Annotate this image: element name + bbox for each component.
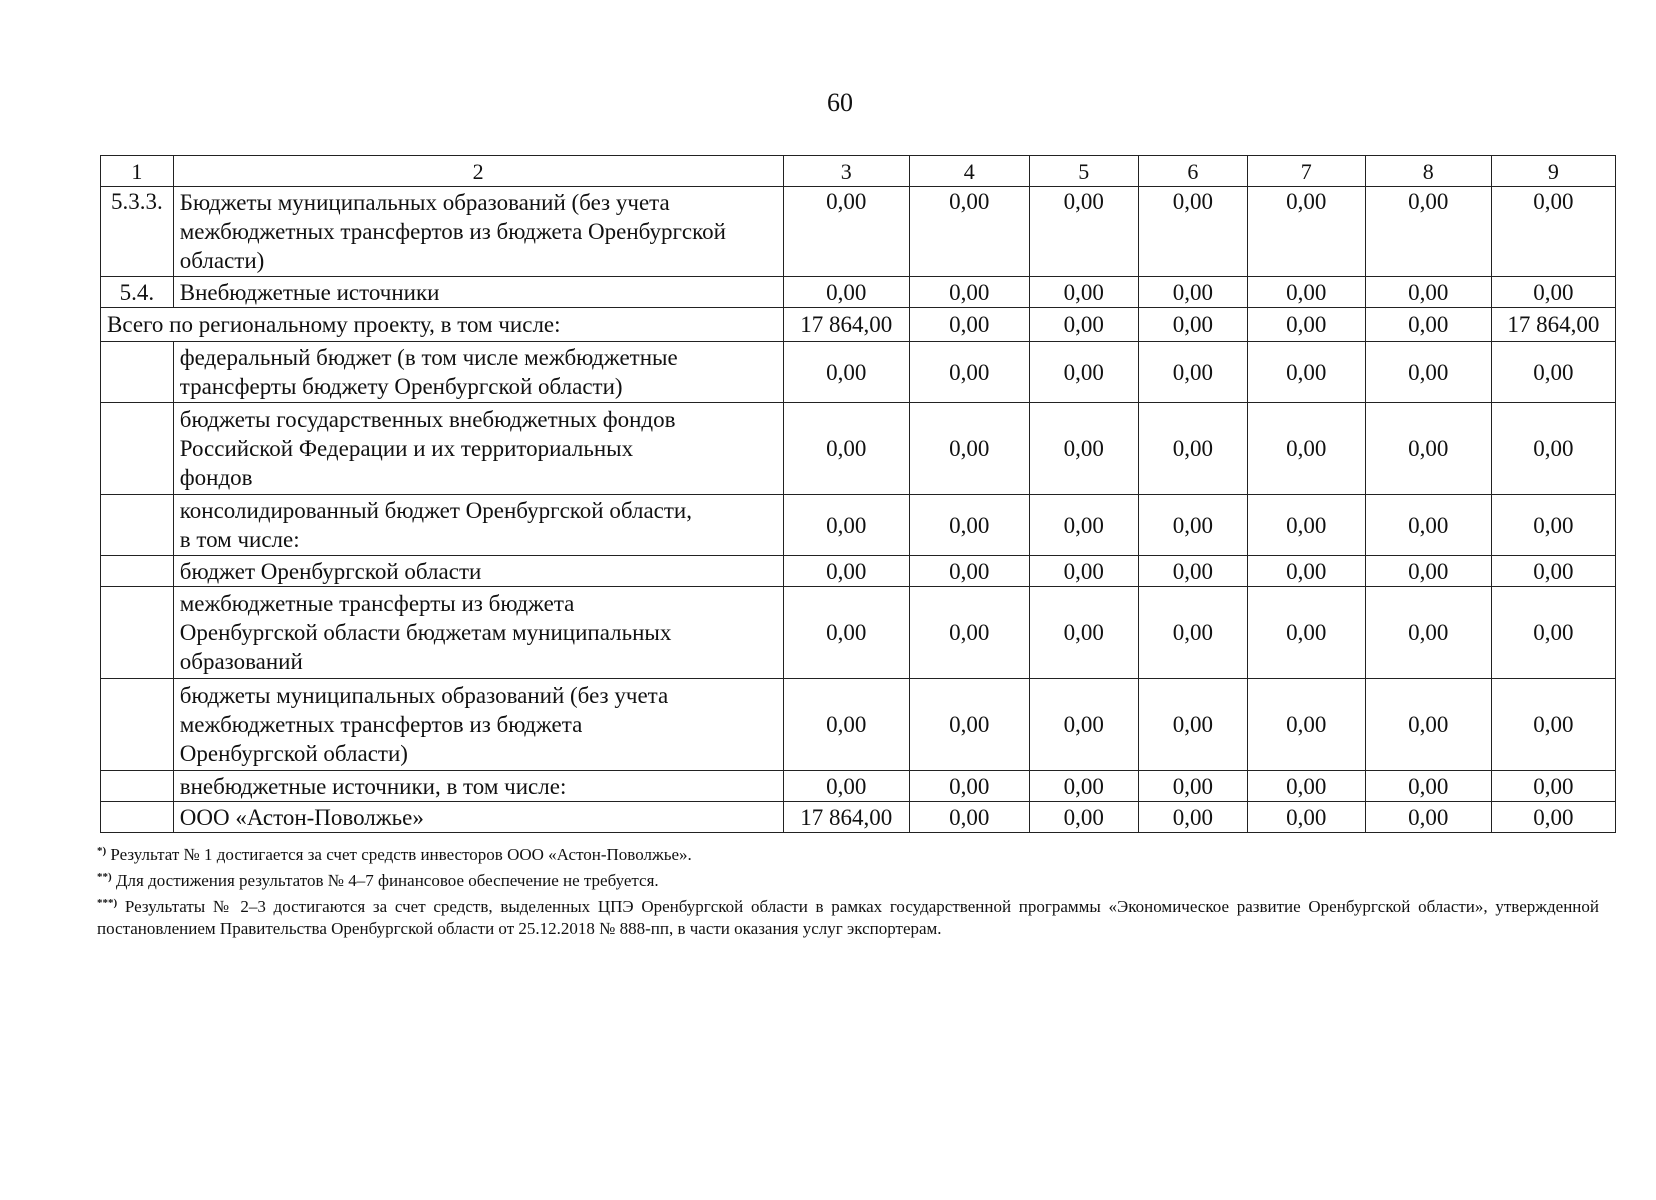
value-cell: 0,00 [1491,587,1615,679]
header-cell: 6 [1138,156,1247,187]
row-name-line: внебюджетные источники, в том числе: [179,773,567,799]
row-name-cell [173,342,783,403]
row-name-cell [173,556,783,587]
table-header-row [101,156,1616,187]
table-body [101,156,1616,833]
value-cell: 0,00 [1138,187,1247,277]
row-number-cell [101,771,174,802]
value-cell: 0,00 [1247,308,1365,342]
row-name-cell [173,771,783,802]
header-cell: 7 [1247,156,1365,187]
table-row [101,403,1616,495]
row-name-line: федеральный бюджет (в том числе межбюджетные [179,345,678,370]
value-cell: 0,00 [1365,679,1491,771]
value-cell: 0,00 [909,277,1029,308]
row-name-line: бюджет Оренбургской области [179,558,482,584]
row-name-cell [173,277,783,308]
row-name-line: межбюджетные трансферты из бюджета [179,591,575,616]
value-cell: 0,00 [1029,308,1138,342]
value-cell: 0,00 [783,771,909,802]
value-cell: 0,00 [783,277,909,308]
value-cell: 0,00 [1491,556,1615,587]
value-cell: 0,00 [1029,187,1138,277]
value-cell: 0,00 [1138,342,1247,403]
row-name-line: в том числе: [179,527,300,552]
row-name-line: бюджеты муниципальных образований (без учета [179,683,669,708]
value-cell: 0,00 [1491,187,1615,277]
value-cell: 0,00 [1138,679,1247,771]
value-cell: 0,00 [1029,342,1138,403]
value-cell: 0,00 [1491,342,1615,403]
value-cell: 0,00 [783,495,909,556]
row-name-line: Бюджеты муниципальных образований (без учета [179,190,670,215]
value-cell: 0,00 [783,187,909,277]
value-cell: 0,00 [1138,587,1247,679]
value-cell: 0,00 [1138,802,1247,833]
value-cell: 0,00 [1247,403,1365,495]
row-name-cell [173,403,783,495]
footnote-mark: ***) [97,897,118,909]
value-cell: 0,00 [909,342,1029,403]
header-cell: 8 [1365,156,1491,187]
value-cell: 0,00 [1029,587,1138,679]
value-cell: 0,00 [1247,495,1365,556]
value-cell: 0,00 [1365,342,1491,403]
value-cell: 0,00 [1247,342,1365,403]
table-row [101,277,1616,308]
row-name-cell [173,802,783,833]
value-cell: 0,00 [1247,187,1365,277]
row-number-cell [101,556,174,587]
value-cell: 0,00 [909,308,1029,342]
header-cell: 1 [101,156,174,187]
row-name-line: бюджеты государственных внебюджетных фондов [179,407,676,432]
value-cell: 17 864,00 [783,308,909,342]
value-cell: 0,00 [1247,802,1365,833]
row-name-line: межбюджетных трансфертов из бюджета [179,712,583,737]
value-cell: 0,00 [1491,277,1615,308]
table-row [101,587,1616,679]
total-row [101,308,1616,342]
footnote-text: Результаты № 2–3 достигаются за счет средств, выделенных ЦПЭ Оренбургской области в рамках государственной программы «Экономическое развитие Оренбургской области», утвержденной постановлением Правительства Оренбургской области от 25.12.2018 № 888-пп, в части оказания услуг экспортерам. [97,897,1599,938]
value-cell: 0,00 [1138,556,1247,587]
row-number-cell: 5.4. [101,277,174,308]
value-cell: 17 864,00 [1491,308,1615,342]
header-cell: 5 [1029,156,1138,187]
row-number-cell [101,342,174,403]
row-name-line: ООО «Астон-Поволжье» [179,804,424,830]
footnote-mark: *) [97,845,107,857]
value-cell: 0,00 [1491,495,1615,556]
row-name-line: консолидированный бюджет Оренбургской области, [179,498,692,523]
value-cell: 0,00 [909,403,1029,495]
value-cell: 0,00 [1247,771,1365,802]
value-cell: 0,00 [783,587,909,679]
row-name-cell [173,495,783,556]
value-cell: 0,00 [1365,187,1491,277]
value-cell: 17 864,00 [783,802,909,833]
row-name-line: трансферты бюджету Оренбургской области) [179,374,623,399]
header-cell: 4 [909,156,1029,187]
value-cell: 0,00 [1029,771,1138,802]
row-number-cell: 5.3.3. [101,187,174,277]
row-name-line: Российской Федерации и их территориальных [179,436,634,461]
table-row [101,679,1616,771]
footnote-mark: **) [97,871,112,883]
row-name-line: фондов [179,465,253,490]
value-cell: 0,00 [909,771,1029,802]
row-name-line: области) [179,248,265,273]
row-number-cell [101,495,174,556]
page-number: 60 [827,88,853,117]
value-cell: 0,00 [1029,556,1138,587]
row-number-cell [101,679,174,771]
value-cell: 0,00 [783,342,909,403]
footnote [97,892,1599,940]
value-cell: 0,00 [1365,495,1491,556]
row-name-line: образований [179,649,303,674]
value-cell: 0,00 [783,679,909,771]
row-name-cell [173,587,783,679]
value-cell: 0,00 [1138,771,1247,802]
value-cell: 0,00 [1138,495,1247,556]
value-cell: 0,00 [1029,802,1138,833]
row-number-cell [101,802,174,833]
value-cell: 0,00 [783,556,909,587]
value-cell: 0,00 [909,679,1029,771]
value-cell: 0,00 [1491,802,1615,833]
row-name-line: межбюджетных трансфертов из бюджета Оренбургской [179,219,726,244]
value-cell: 0,00 [909,802,1029,833]
row-number-cell [101,587,174,679]
value-cell: 0,00 [909,187,1029,277]
value-cell: 0,00 [1138,277,1247,308]
value-cell: 0,00 [1365,308,1491,342]
value-cell: 0,00 [1365,587,1491,679]
value-cell: 0,00 [1247,277,1365,308]
table-row [101,771,1616,802]
footnote [97,840,1599,866]
value-cell: 0,00 [1029,277,1138,308]
value-cell: 0,00 [1491,403,1615,495]
footnote-text: Для достижения результатов № 4–7 финансовое обеспечение не требуется. [111,871,659,890]
value-cell: 0,00 [909,556,1029,587]
table-row [101,187,1616,277]
value-cell: 0,00 [1365,771,1491,802]
total-label-cell: Всего по региональному проекту, в том числе: [101,308,784,342]
value-cell: 0,00 [1365,802,1491,833]
value-cell: 0,00 [1365,277,1491,308]
footnotes [97,840,1599,940]
value-cell: 0,00 [1138,308,1247,342]
row-name-cell [173,187,783,277]
table-row [101,495,1616,556]
value-cell: 0,00 [1491,679,1615,771]
value-cell: 0,00 [909,495,1029,556]
row-name-line: Оренбургской области) [179,741,408,766]
value-cell: 0,00 [1365,403,1491,495]
value-cell: 0,00 [1138,403,1247,495]
footnote [97,866,1599,892]
value-cell: 0,00 [783,403,909,495]
header-cell: 9 [1491,156,1615,187]
footnote-text: Результат № 1 достигается за счет средств инвесторов ООО «Астон-Поволжье». [106,845,692,864]
value-cell: 0,00 [1247,679,1365,771]
value-cell: 0,00 [1365,556,1491,587]
budget-table [100,155,1616,833]
row-number-cell [101,403,174,495]
header-cell: 3 [783,156,909,187]
table-row [101,556,1616,587]
value-cell: 0,00 [1029,679,1138,771]
row-name-cell [173,679,783,771]
row-name-line: Внебюджетные источники [179,279,440,305]
value-cell: 0,00 [1029,495,1138,556]
table-row [101,802,1616,833]
value-cell: 0,00 [1491,771,1615,802]
value-cell: 0,00 [1029,403,1138,495]
value-cell: 0,00 [909,587,1029,679]
row-name-line: Оренбургской области бюджетам муниципальных [179,620,672,645]
value-cell: 0,00 [1247,556,1365,587]
header-cell: 2 [173,156,783,187]
table-row [101,342,1616,403]
value-cell: 0,00 [1247,587,1365,679]
